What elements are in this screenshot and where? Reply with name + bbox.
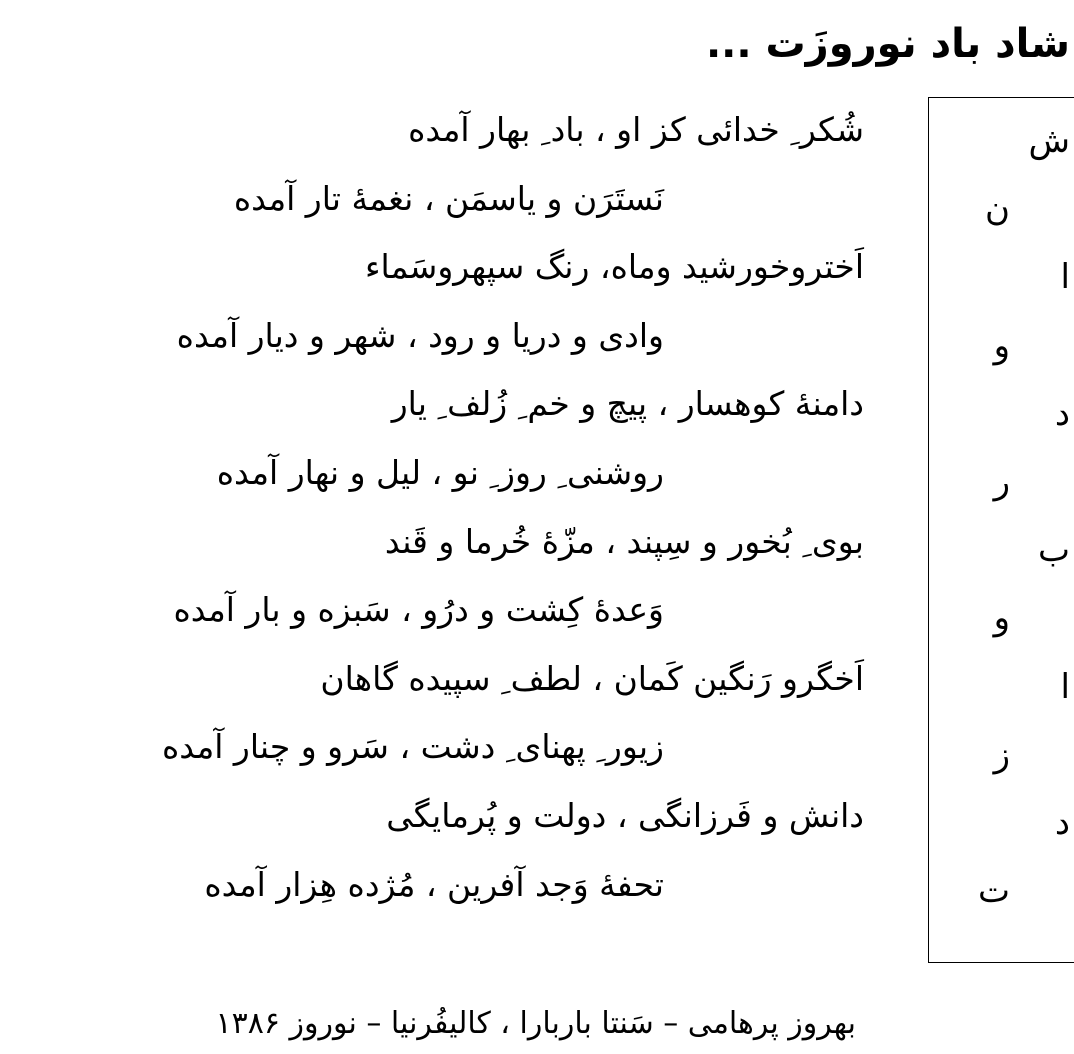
acrostic-letter: ر — [993, 461, 1010, 502]
acrostic-letter: ش — [1028, 121, 1070, 161]
author-signature: بهروز پرهامی – سَنتا باربارا ، کالیفُرنیا – نوروز ۱۳۸۶ — [215, 1006, 856, 1041]
poem-line: روشنی ِ روز ِ نو ، لیل و نهار آمده — [216, 452, 664, 492]
poem-body — [14, 96, 924, 919]
acrostic-letter: ا — [1060, 666, 1070, 707]
acrostic-letter: و — [993, 325, 1010, 366]
acrostic-letter: د — [1054, 802, 1070, 843]
poem-line: زیور ِ پهنای ِ دشت ، سَرو و چنار آمده — [161, 727, 664, 767]
poem-line: نَستَرَن و یاسمَن ، نغمهٔ تار آمده — [233, 178, 664, 218]
poem-title: شاد باد نوروزَت ... — [705, 21, 1070, 67]
poem-line: دانش و فَرزانگی ، دولت و پُرمایگی — [386, 795, 864, 835]
poem-line: اَختروخورشید وماه، رنگ سپهروسَماء — [365, 247, 864, 287]
poem-line: تحفهٔ وَجد آفرین ، مُژده هِزار آمده — [204, 864, 664, 904]
acrostic-letter: ت — [977, 871, 1010, 912]
acrostic-letter: و — [993, 598, 1010, 639]
poem-line: بوی ِ بُخور و سِپند ، مزّهٔ خُرما و قَند — [384, 521, 864, 561]
acrostic-letter: ا — [1060, 257, 1070, 298]
acrostic-letter: ز — [993, 734, 1010, 775]
poem-line: وادی و دریا و رود ، شهر و دیار آمده — [176, 315, 664, 355]
poem-line: شُکر ِ خدائی کز او ، باد ِ بهار آمده — [408, 110, 864, 149]
acrostic-letter: ن — [985, 189, 1010, 230]
poem-line: وَعدهٔ کِشت و درُو ، سَبزه و بار آمده — [173, 590, 664, 630]
acrostic-column — [950, 107, 1070, 925]
poem-line: دامنهٔ کوهسار ، پیچ و خم ِ زُلف ِ یار — [391, 384, 864, 424]
acrostic-letter: د — [1054, 393, 1070, 434]
acrostic-letter: ب — [1037, 530, 1070, 571]
poem-line: اَخگرو رَنگین کَمان ، لطف ِ سپیده گاهان — [320, 658, 864, 698]
